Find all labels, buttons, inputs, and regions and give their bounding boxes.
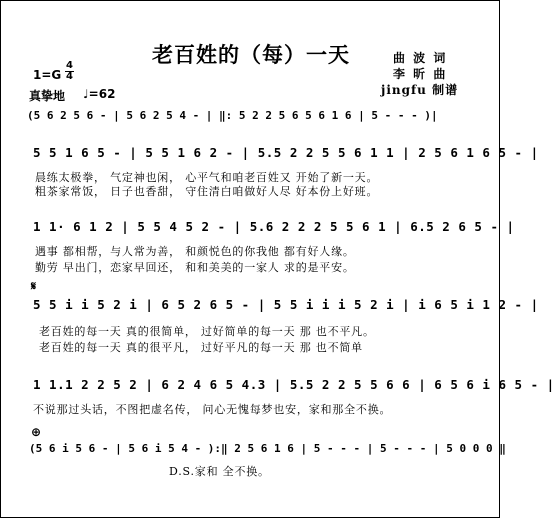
- expression-mark: 真挚地: [29, 89, 66, 103]
- lyric-row-2-verse-1: 晨练太极拳， 气定神也闲， 心平气和咱老百姓又 开始了新一天。: [35, 171, 379, 184]
- score-row-2: 5 5 1 6 5 - | 5 5 1 6 2 - | 5.5 2 2 5 5 6 1 1 | 2 5 6 1 6 5 - |: [33, 145, 539, 160]
- key-signature: 1=G: [33, 68, 62, 82]
- time-sig-top: 4: [66, 60, 73, 71]
- time-signature: [65, 61, 74, 82]
- score-row-6: (5 6 i 5 6 - | 5 6 i 5 4 - ):‖ 2 5 6 1 6 | 5 - - - | 5 - - - | 5 0 0 0 ‖: [29, 442, 506, 455]
- arranger-credit: jingfu 制谱: [381, 83, 459, 97]
- lyric-row-3-verse-2: 勤劳 早出门，恋家早回还， 和和美美的一家人 求的是平安。: [35, 261, 355, 274]
- segno-icon: 𝄋: [31, 279, 37, 293]
- score-row-5: 1 1.1 2 2 5 2 | 6 2 4 6 5 4.3 | 5.5 2 2 5 5 6 6 | 6 5 6 i 6 5 - |: [33, 377, 555, 392]
- lyric-row-4-verse-2: 老百姓的每一天 真的很平凡， 过好平凡的每一天 那 也不简单: [39, 341, 363, 354]
- quarter-note-icon: ♩: [83, 87, 89, 101]
- lyric-row-2-verse-2: 粗茶家常饭， 日子也香甜， 守住清白咱做好人尽 好本份上好班。: [35, 185, 379, 198]
- lyricist-credit: 李 昕 曲: [393, 67, 448, 81]
- composer-credit: 曲 波 词: [393, 51, 448, 65]
- tempo-value: =62: [88, 87, 116, 101]
- score-row-3: 1 1· 6 1 2 | 5 5 4 5 2 - | 5.6 2 2 2 5 5 6 1 | 6.5 2 6 5 - |: [33, 219, 515, 234]
- lyric-row-6: D.S.家和 全不换。: [169, 465, 270, 478]
- score-row-4: 5 5 i i 5 2 i | 6 5 2 6 5 - | 5 5 i i i 5 2 i | i 6 5 i 1 2 - |: [33, 297, 539, 312]
- score-row-1: (5 6 2 5 6 - | 5 6 2 5 4 - | ‖: 5 2 2 5 6 5 6 1 6 | 5 - - - )|: [27, 109, 438, 122]
- tempo-mark: [83, 87, 115, 101]
- coda-icon: ⊕: [31, 425, 42, 439]
- song-title: 老百姓的（每）一天: [152, 42, 350, 67]
- lyric-row-3-verse-1: 遇事 都相帮，与人常为善， 和颜悦色的你我他 都有好人缘。: [35, 245, 355, 258]
- lyric-row-5: 不说那过头话，不图把虚名传， 问心无愧每梦也安，家和那全不换。: [33, 403, 392, 416]
- time-sig-bottom: 4: [66, 71, 73, 82]
- lyric-row-4-verse-1: 老百姓的每一天 真的很简单， 过好简单的每一天 那 也不平凡。: [39, 325, 375, 338]
